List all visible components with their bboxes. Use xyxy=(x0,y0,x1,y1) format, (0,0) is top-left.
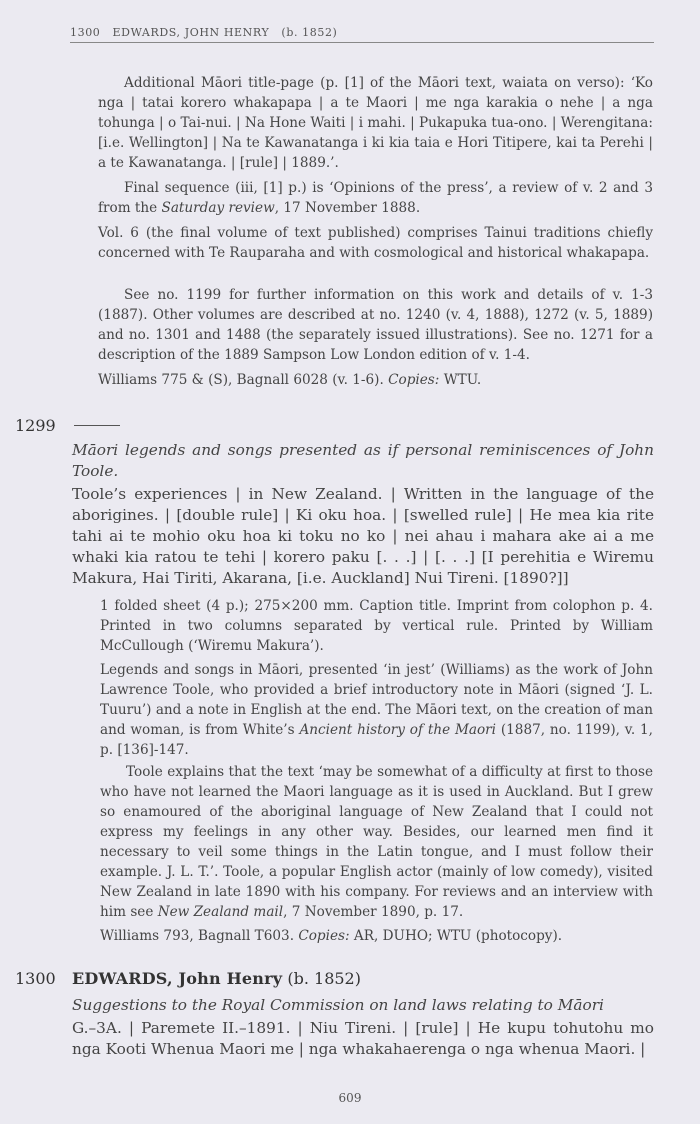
running-head-page: 1300 xyxy=(70,26,101,39)
vol6-note: Vol. 6 (the final volume of text published) comprises Tainui traditions chiefly concerned with Te Rauparaha and with cosmological and historical whakapapa. xyxy=(98,225,653,261)
page-folio: 609 xyxy=(338,1091,362,1105)
entry-1299-title-text: Māori legends and songs presented as if personal reminiscences of John Toole. xyxy=(72,441,654,480)
entry-1299-title xyxy=(72,440,654,482)
note-2-citation: , 7 November 1890, p. 17. xyxy=(283,904,464,920)
see-also-note: See no. 1199 for further information on this work and details of v. 1-3 (1887). Other volumes are described at no. 1240 (v. 4, 1888), 1272 (v. 5, 1889) and no. 1301 and 1488 (the separately issued illustrations). See no. 1271 for a description of the 1889 Sampson Low London edition of v. 1-4. xyxy=(98,287,653,363)
entry-1299-transcription: Toole’s experiences | in New Zealand. | Written in the language of the aborigines. | [double rule] | Ki oku hoa. | [swelled rule] | He mea kia rite tahi ai te mohio oku hoa ki toku no ko | nei ahau i mahara ake ai a me whaki kia ratou te tehi | korero paku [. . .] | [. . .] [I perehitia e Wiremu Makura, Hai Tiriti, Akarana, [i.e. Auckland] Nui Tireni. [1890?]] xyxy=(72,485,654,587)
author-dates: (b. 1852) xyxy=(287,969,361,988)
entry-1299-collation: 1 folded sheet (4 p.); 275×200 mm. Caption title. Imprint from colophon p. 4. Printed in two columns separated by vertical rule. Printed by William McCullough (‘Wiremu Makura’). xyxy=(100,598,653,654)
final-sequence-date: , 17 November 1888. xyxy=(274,200,421,216)
additional-title-page-note: Additional Māori title-page (p. [1] of the Māori text, waiata on verso): ‘Ko nga | tatai korero whakapapa | a te Maori | me nga karakia o nehe | a nga tohunga | o Tai-nui. | Na Hone Waiti | i mahi. | Pukapuka tua-ono. | Werengitana: [i.e. Wellington] | Na te Kawanatanga i ki kia taia e Hori Titipere, kai ta Perehi | a te Kawanatanga. | [rule] | 1889.’. xyxy=(98,75,653,171)
copies-locations: WTU. xyxy=(443,372,482,388)
entry-1299-bibliographic-references: Williams 793, Bagnall T603. xyxy=(100,928,295,944)
entry-1299-copies-label: Copies: xyxy=(298,928,350,944)
entry-1299-note-1 xyxy=(100,660,653,760)
entry-1300-title xyxy=(72,995,654,1016)
bibliographic-references: Williams 775 & (S), Bagnall 6028 (v. 1-6). xyxy=(98,372,384,388)
author-repeat-rule xyxy=(74,425,120,426)
running-head-dates: (b. 1852) xyxy=(281,26,338,39)
running-head xyxy=(70,26,654,43)
entry-1300-title-text: Suggestions to the Royal Commission on land laws relating to Māori xyxy=(72,996,604,1014)
entry-number-1299: 1299 xyxy=(15,416,56,435)
entry-1299-copies-locations: AR, DUHO; WTU (photocopy). xyxy=(353,928,563,944)
final-sequence-text: Final sequence (iii, [1] p.) is ‘Opinions of the press’, a review of v. 2 and 3 from the xyxy=(98,180,653,216)
entry-1300-transcription: G.–3A. | Paremete II.–1891. | Niu Tireni. | [rule] | He kupu tohutohu mo nga Kooti Whenua Maori me | nga whakahaerenga o nga whenua Maori. | xyxy=(72,1019,654,1058)
entry-1299-references xyxy=(100,926,653,946)
prev-entry-references xyxy=(98,370,653,390)
entry-number-1300: 1300 xyxy=(15,969,56,988)
saturday-review-title: Saturday review xyxy=(161,200,275,216)
running-head-heading: EDWARDS, JOHN HENRY xyxy=(112,26,270,39)
note-1-citation: (1887, no. 1199), v. 1, p. [136]-147. xyxy=(100,722,653,758)
author-name: EDWARDS, John Henry xyxy=(72,969,283,988)
entry-1299-note-2 xyxy=(100,762,653,922)
note-1-text: Legends and songs in Māori, presented ‘in jest’ (Williams) as the work of John Lawrence Toole, who provided a brief introductory note in Māori (signed ‘J. L. Tuuru’) and a note in English at the end. The Māori text, on the creation of man and woman, is from White’s xyxy=(100,662,653,738)
entry-1300-author xyxy=(72,969,361,988)
final-sequence-note xyxy=(98,178,653,218)
note-2-text: Toole explains that the text ‘may be somewhat of a difficulty at first to those who have not learned the Maori language as it is used in Auckland. But I grew so enamoured of the aboriginal language of New Zealand that I could not express my feelings in any other way. Besides, our learned men find it necessary to veil some things in the Latin tongue, and I must follow their example. J. L. T.’. Toole, a popular English actor (mainly of low comedy), visited New Zealand in late 1890 with his company. For reviews and an interview with him see xyxy=(100,764,653,920)
new-zealand-mail-title: New Zealand mail xyxy=(157,904,284,920)
copies-label: Copies: xyxy=(388,372,440,388)
ancient-history-title: Ancient history of the Maori xyxy=(299,722,497,738)
